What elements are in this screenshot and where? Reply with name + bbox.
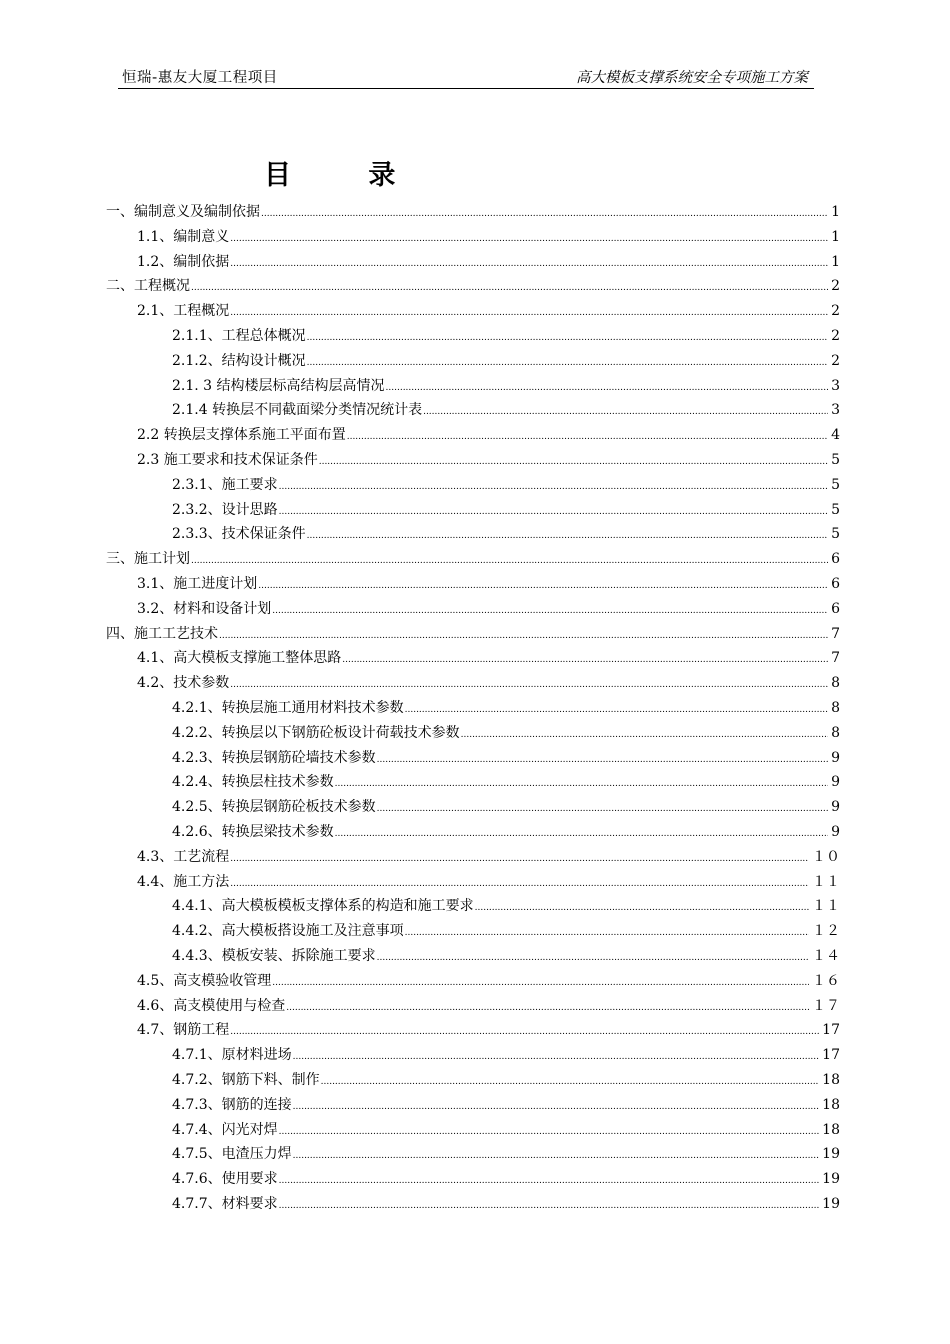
toc-entry-label: 2.3.3、技术保证条件 [172,526,306,543]
toc-leader-dots [230,847,809,872]
toc-entry[interactable] [137,250,840,275]
toc-entry-label: 4.2、技术参数 [137,675,230,692]
toc-leader-dots [230,252,828,277]
toc-leader-dots [307,326,828,351]
toc-entry[interactable] [137,671,840,696]
toc-leader-dots [230,1020,819,1045]
page-header [118,68,814,89]
toc-entry-label: 4.7.5、电渣压力焊 [172,1146,292,1163]
toc-entry-label: 4.2.4、转换层柱技术参数 [172,774,334,791]
toc-entry[interactable] [172,374,840,399]
toc-entry-label: 2.2 转换层支撑体系施工平面布置 [137,427,346,444]
toc-leader-dots [191,549,828,574]
header-document-title: 高大模板支撑系统安全专项施工方案 [576,70,808,86]
toc-leader-dots [286,996,809,1021]
toc-entry[interactable] [172,944,840,969]
toc-entry-label: 4.2.2、转换层以下钢筋砼板设计荷载技术参数 [172,724,460,741]
toc-leader-dots [219,624,828,649]
toc-entry-label: 2.3.1、施工要求 [172,476,278,493]
toc-entry-page-number: 19 [822,1171,840,1188]
toc-entry-label: 四、施工工艺技术 [106,625,218,642]
toc-entry-label: 4.2.1、转换层施工通用材料技术参数 [172,700,404,716]
toc-entry[interactable] [172,820,840,845]
header-project-name: 恒瑞-惠友大厦工程项目 [122,70,278,86]
toc-entry[interactable] [172,1068,840,1093]
toc-entry-label: 4.3、工艺流程 [137,848,230,865]
toc-entry-label: 4.2.6、转换层梁技术参数 [172,824,334,840]
toc-entry[interactable] [137,845,840,870]
toc-entry-page-number: 6 [831,576,840,592]
toc-entry-label: 4.2.5、转换层钢筋砼板技术参数 [172,799,376,816]
toc-leader-dots [293,1144,820,1169]
toc-title: 目 录 [264,160,430,191]
toc-entry[interactable] [137,572,840,597]
toc-entry-label: 4.7.2、钢筋下料、制作 [172,1072,320,1088]
toc-entry[interactable] [172,522,840,547]
toc-entry-label: 4.1、高大模板支撑施工整体思路 [137,650,342,667]
toc-leader-dots [377,748,828,773]
toc-entry-page-number: 7 [831,625,840,642]
toc-entry-page-number: 17 [822,1047,840,1064]
toc-leader-dots [230,872,809,897]
toc-entry-label: 4.4.3、模板安装、拆除施工要求 [172,948,376,964]
toc-entry-label: 2.1.1、工程总体概况 [172,328,306,344]
toc-leader-dots [423,400,828,425]
toc-entry[interactable] [172,498,840,523]
toc-entry-label: 一、编制意义及编制依据 [106,204,260,220]
toc-entry-page-number: 7 [831,650,840,667]
toc-entry-page-number: 18 [822,1096,840,1113]
toc-entry[interactable] [172,1118,840,1143]
toc-entry[interactable] [172,1093,840,1118]
toc-entry[interactable] [137,299,840,324]
toc-entry-page-number: 18 [822,1121,840,1138]
toc-entry-label: 4.5、高支模验收管理 [137,972,272,989]
toc-leader-dots [321,1070,820,1095]
toc-entry[interactable] [172,1167,840,1192]
toc-entry-page-number: 6 [831,551,840,568]
toc-entry-page-number: 1 [831,228,840,245]
toc-entry-label: 2.3 施工要求和技术保证条件 [137,452,318,468]
toc-entry-page-number: 5 [831,526,840,543]
toc-entry-page-number: 19 [822,1146,840,1163]
toc-entry[interactable] [137,994,840,1019]
toc-entry-page-number: 6 [831,600,840,617]
toc-entry[interactable] [172,919,840,944]
toc-leader-dots [293,1045,820,1070]
toc-leader-dots [335,822,828,847]
toc-entry-page-number: 2 [831,278,840,295]
toc-entry-label: 4.2.3、转换层钢筋砼墙技术参数 [172,749,376,766]
toc-leader-dots [377,946,809,971]
toc-entry-page-number: 17 [822,1022,840,1039]
toc-entry[interactable] [172,324,840,349]
toc-leader-dots [475,896,809,921]
toc-leader-dots [279,475,828,500]
toc-entry-page-number: 9 [831,799,840,816]
toc-entry-label: 4.4、施工方法 [137,873,230,890]
toc-leader-dots [319,450,828,475]
toc-entry-label: 2.1.4 转换层不同截面梁分类情况统计表 [172,402,423,419]
toc-entry[interactable] [137,597,840,622]
toc-entry-label: 2.3.2、设计思路 [172,501,278,518]
toc-leader-dots [279,500,828,525]
toc-leader-dots [230,673,828,698]
toc-entry[interactable] [172,473,840,498]
toc-entry-page-number: 2 [831,303,840,320]
toc-entry[interactable] [137,423,840,448]
toc-entry[interactable] [172,746,840,771]
toc-entry-page-number: １１ [812,898,840,915]
toc-entry[interactable] [172,349,840,374]
toc-leader-dots [261,202,828,227]
toc-entry-page-number: 5 [831,476,840,493]
toc-entry[interactable] [172,696,840,721]
toc-entry-page-number: 8 [831,675,840,692]
toc-entry-label: 4.7.6、使用要求 [172,1171,278,1188]
toc-entry-page-number: 2 [831,352,840,369]
toc-entry-label: 2.1.2、结构设计概况 [172,352,306,369]
toc-leader-dots [279,1120,820,1145]
toc-leader-dots [272,971,809,996]
toc-entry-label: 4.7、钢筋工程 [137,1022,230,1039]
toc-entry[interactable] [137,1018,840,1043]
toc-entry-page-number: 2 [831,328,840,344]
toc-entry-page-number: 9 [831,774,840,791]
toc-entry[interactable] [137,448,840,473]
toc-leader-dots [258,574,828,599]
toc-leader-dots [386,376,829,401]
toc-entry[interactable] [106,274,840,299]
toc-entry-page-number: 3 [831,377,840,394]
toc-entry-page-number: 4 [831,427,840,444]
toc-entry[interactable] [172,1142,840,1167]
toc-entry-label: 4.7.4、闪光对焊 [172,1121,278,1138]
toc-leader-dots [293,1095,820,1120]
toc-leader-dots [377,797,828,822]
toc-entry-label: 4.7.7、材料要求 [172,1196,278,1212]
toc-entry[interactable] [172,398,840,423]
toc-entry[interactable] [137,969,840,994]
toc-entry-label: 二、工程概况 [106,278,190,295]
toc-entry-label: 4.4.1、高大模板模板支撑体系的构造和施工要求 [172,898,474,915]
toc-entry-page-number: 9 [831,824,840,840]
toc-leader-dots [230,227,828,252]
toc-entry-label: 2.1、工程概况 [137,303,230,320]
toc-leader-dots [230,301,828,326]
toc-leader-dots [279,1194,820,1219]
toc-leader-dots [335,772,828,797]
toc-leader-dots [461,723,828,748]
toc-entry[interactable] [172,1192,840,1217]
toc-entry-page-number: 8 [831,700,840,716]
toc-entry-page-number: 1 [831,204,840,220]
toc-leader-dots [272,599,828,624]
toc-entry-label: 4.7.3、钢筋的连接 [172,1096,292,1113]
toc-leader-dots [405,698,828,723]
toc-entry[interactable] [106,547,840,572]
toc-entry-label: 4.6、高支模使用与检查 [137,997,286,1014]
toc-entry[interactable] [172,1043,840,1068]
toc-entry-page-number: 3 [831,402,840,419]
toc-entry-label: 三、施工计划 [106,551,190,568]
toc-entry[interactable] [137,870,840,895]
toc-entry-label: 2.1. 3 结构楼层标高结构层高情况 [172,377,385,394]
toc-entry[interactable] [137,646,840,671]
toc-entry-label: 1.1、编制意义 [137,228,230,245]
toc-entry-page-number: １４ [812,948,840,964]
toc-entry-page-number: １０ [812,848,840,865]
toc-entry-page-number: １７ [812,997,840,1014]
toc-entry-page-number: 18 [822,1072,840,1088]
toc-entry-page-number: 1 [831,253,840,270]
toc-entry-label: 3.2、材料和设备计划 [137,600,272,617]
toc-entry-label: 3.1、施工进度计划 [137,576,258,592]
toc-entry-page-number: 9 [831,749,840,766]
toc-entry-page-number: 5 [831,452,840,468]
toc-entry[interactable] [106,622,840,647]
toc-entry[interactable] [172,770,840,795]
toc-leader-dots [405,921,809,946]
toc-entry[interactable] [137,225,840,250]
toc-entry[interactable] [106,200,840,225]
toc-entry-page-number: １２ [812,923,840,940]
toc-entry-page-number: １１ [812,873,840,890]
toc-entry-page-number: 19 [822,1196,840,1212]
toc-entry[interactable] [172,795,840,820]
toc-entry-label: 4.4.2、高大模板搭设施工及注意事项 [172,923,404,940]
toc-leader-dots [347,425,828,450]
toc-leader-dots [342,648,828,673]
toc-entry-page-number: 5 [831,501,840,518]
toc-leader-dots [191,276,828,301]
toc-entry[interactable] [172,894,840,919]
toc-leader-dots [307,524,828,549]
toc-entry-label: 4.7.1、原材料进场 [172,1047,292,1064]
toc-entry-label: 1.2、编制依据 [137,253,230,270]
toc-entry[interactable] [172,721,840,746]
toc-leader-dots [307,351,828,376]
toc-entry-page-number: １６ [812,972,840,989]
toc-leader-dots [279,1169,820,1194]
toc-entry-page-number: 8 [831,724,840,741]
